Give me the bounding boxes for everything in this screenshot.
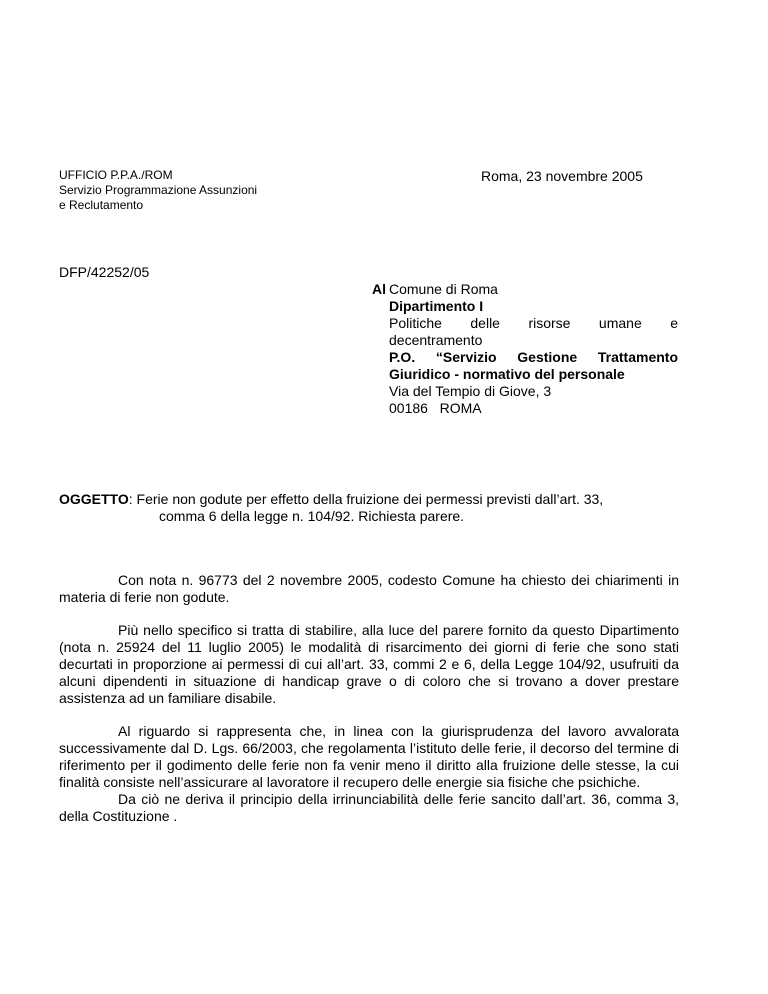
recipient-line: Comune di Roma [389,281,498,297]
subject-text: : Ferie non godute per effetto della fruizione dei permessi previsti dall’art. 33, [128,491,604,507]
office-name: UFFICIO P.P.A./ROM [59,168,173,182]
body-paragraph: Più nello specifico si tratta di stabilire, alla luce del parere fornito da questo Dipartimento (nota n. 25924 del 11 luglio 2005) le modalità di risarcimento dei giorni di ferie che sono stati decurtati in proporzione ai permessi di cui all’art. 33, commi 2 e 6, della Legge 104/92, usufruiti da alcuni dipendenti in situazione di handicap grave o di coloro che si trovano a dover prestare assistenza ad un familiare disabile. [59,622,679,706]
body-paragraph: Da ciò ne deriva il principio della irrinunciabilità delle ferie sancito dall’art. 36, comma 3, della Costituzione . [59,791,679,824]
body-paragraph: Con nota n. 96773 del 2 novembre 2005, codesto Comune ha chiesto dei chiarimenti in materia di ferie non godute. [59,572,679,605]
subject-text-cont: comma 6 della legge n. 104/92. Richiesta parere. [159,508,465,524]
recipient-line: Politiche delle risorse umane e [389,315,678,331]
subject-block [59,491,679,525]
office-service: Servizio Programmazione Assunzioni [59,183,258,197]
office-service-cont: e Reclutamento [59,198,144,212]
subject-label: OGGETTO [59,491,129,507]
recipient-prefix: Al [372,281,386,297]
recipient-line: Via del Tempio di Giove, 3 [389,383,552,399]
letter-date: Roma, 23 novembre 2005 [481,168,643,184]
body-paragraph: Al riguardo si rappresenta che, in linea con la giurisprudenza del lavoro avvalorata successivamente dal D. Lgs. 66/2003, che regolamenta l’istituto delle ferie, il decorso del termine di riferimento per il godimento delle ferie non fa venir meno il diritto alla fruizione delle stesse, la cui finalità consiste nell’assicurare al lavoratore il recupero delle energie sia fisiche che psichiche. [59,723,679,790]
recipient-line: P.O. “Servizio Gestione Trattamento [389,349,678,365]
recipient-line: 00186 ROMA [389,400,482,416]
subject-line [59,491,679,508]
letter-body [59,572,679,825]
recipient-address [389,281,678,417]
office-header [59,168,257,213]
protocol-number: DFP/42252/05 [59,264,150,280]
recipient-line: decentramento [389,332,483,348]
recipient-line: Giuridico - normativo del personale [389,366,625,382]
recipient-line: Dipartimento I [389,298,484,314]
